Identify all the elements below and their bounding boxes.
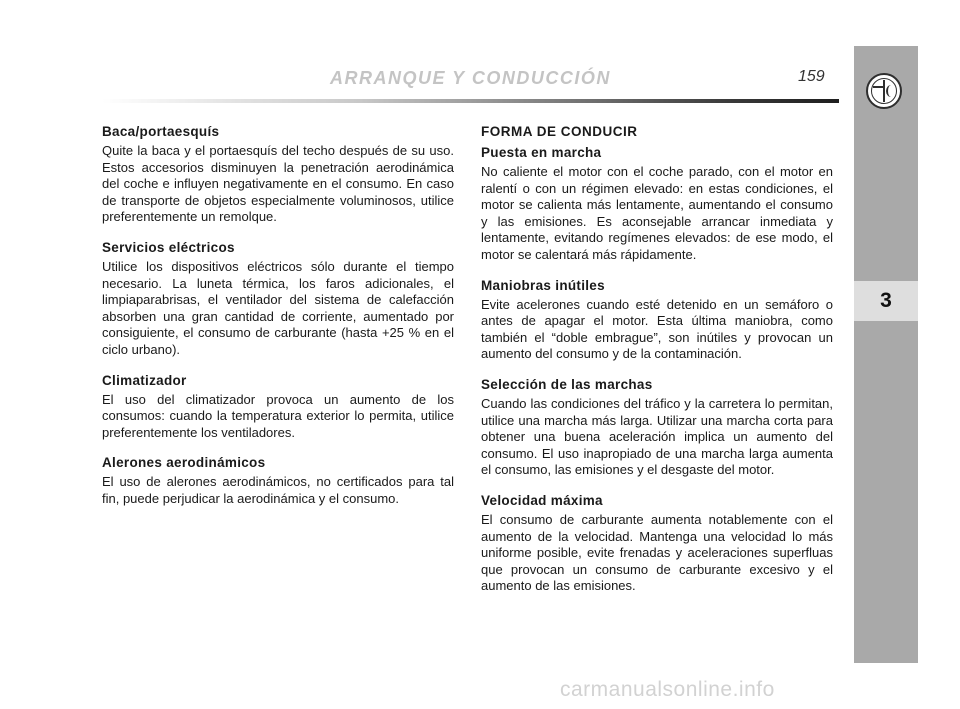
section-text: El uso de alerones aerodinámicos, no certificados para tal fin, puede perjudicar la aerodinámica y el consumo. [102, 474, 454, 506]
page-header-title: ARRANQUE Y CONDUCCIÓN [330, 68, 611, 88]
right-column [481, 124, 833, 609]
section-text: El consumo de carburante aumenta notablemente con el aumento de la velocidad. Mantenga una velocidad lo más uniforme posible, evite frenadas y aceleraciones superfluas que provocan un consumo de carburante excesivo y el aumento de las emisiones. [481, 511, 833, 594]
section-seleccion-marchas [481, 377, 833, 479]
chapter-side-tab [854, 46, 918, 663]
section-title: Selección de las marchas [481, 376, 653, 392]
header-rule [102, 99, 839, 103]
section-text: Quite la baca y el portaesquís del techo después de su uso. Estos accesorios disminuyen la penetración aerodinámica del coche e influyen negativamente en el consumo. En caso de transporte de objetos especialmente voluminosos, utilice preferentemente un remolque. [102, 143, 454, 225]
section-text: Utilice los dispositivos eléctricos sólo durante el tiempo necesario. La luneta térmica, los faros adicionales, el limpiaparabrisas, el ventilador del sistema de calefacción absorben una gran cantidad de corriente, aumentado por consiguiente, el consumo de carburante (hasta +25 % en el ciclo urbano). [102, 258, 454, 357]
section-alerones [102, 455, 454, 507]
watermark: carmanualsonline.info [560, 678, 775, 701]
section-title: Velocidad máxima [481, 492, 603, 508]
page-number: 159 [798, 68, 825, 85]
section-text: No caliente el motor con el coche parado, con el motor en ralentí o con un régimen elevado: en estas condiciones, el motor se calienta más lentamente, aumentando el consumo y las emisiones. Es aconsejable arrancar inmediata y lentamente, evitando regímenes elevados: de ese modo, el motor se calentará más rápidamente. [481, 164, 833, 262]
left-column [102, 124, 454, 522]
section-climatizador [102, 373, 454, 442]
alfa-romeo-logo-icon [866, 73, 902, 109]
section-servicios-electricos [102, 240, 454, 359]
section-title: Alerones aerodinámicos [102, 455, 266, 471]
section-maniobras-inutiles [481, 278, 833, 363]
main-heading: FORMA DE CONDUCIR [481, 124, 638, 139]
section-title: Climatizador [102, 372, 187, 388]
chapter-number: 3 [854, 281, 918, 321]
section-text: Cuando las condiciones del tráfico y la carretera lo permitan, utilice una marcha más larga. Utilizar una marcha corta para obtener una buena aceleración implica un aumento del consumo. El uso inapropiado de una marcha larga aumenta el consumo, las emisiones y el desgaste del motor. [481, 395, 833, 478]
section-text: Evite acelerones cuando esté detenido en un semáforo o antes de apagar el motor. Esta última maniobra, como también el “doble embrague”, son inútiles y provocan un aumento del consumo y de la contaminación. [481, 296, 833, 362]
section-baca [102, 124, 454, 226]
section-velocidad-maxima [481, 493, 833, 595]
section-text: El uso del climatizador provoca un aumento de los consumos: cuando la temperatura exterior lo permita, utilice preferentemente los ventiladores. [102, 391, 454, 440]
section-title: Maniobras inútiles [481, 277, 605, 293]
section-title: Baca/portaesquís [102, 124, 220, 139]
section-title: Servicios eléctricos [102, 239, 235, 255]
section-title: Puesta en marcha [481, 145, 602, 160]
section-puesta-en-marcha [481, 145, 833, 264]
